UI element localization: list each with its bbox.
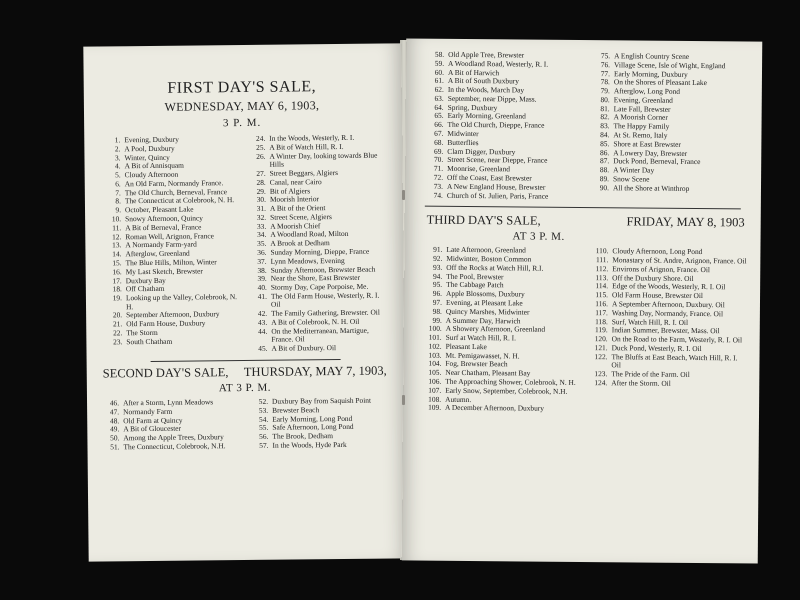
catalog-item-title: Evening, at Pleasant Lake — [445, 297, 523, 308]
catalog-item-number: 118. — [595, 316, 608, 326]
catalog-item-number: 35. — [257, 238, 267, 249]
catalog-item-number: 43. — [257, 317, 268, 327]
catalog-item-title: Snowy Afternoon, Quincy — [125, 213, 203, 224]
catalog-item — [102, 293, 241, 312]
catalog-item-number: 89. — [599, 174, 610, 184]
catalog-item-number: 53. — [258, 405, 269, 415]
catalog-item-title: Old Farm House, Duxbury — [126, 318, 206, 329]
catalog-item-number: 30. — [256, 195, 266, 205]
catalog-item-title: The Happy Family — [613, 121, 670, 132]
catalog-item-title: On the Road to the Farm, Westerly, R. I. Oil — [611, 334, 743, 345]
catalog-item-title: Sunday Morning, Dieppe, France — [270, 246, 370, 257]
catalog-item-number: 25. — [256, 142, 266, 152]
catalog-item-title: Near Chatham, Pleasant Bay — [445, 368, 531, 378]
catalog-item-title: A Moorish Corner — [613, 112, 668, 123]
catalog-item-title: A Brook at Dedham — [270, 238, 330, 248]
catalog-item-title: Cloudy Afternoon — [124, 169, 179, 180]
catalog-item-number: 123. — [594, 369, 608, 379]
catalog-item-number: 79. — [600, 86, 610, 96]
catalog-item-number: 29. — [256, 186, 266, 196]
catalog-item-title: Roman Well, Arignon, France — [125, 230, 214, 241]
catalog-item — [99, 442, 242, 452]
catalog-item-number: 112. — [595, 263, 609, 274]
first-day-columns — [100, 134, 386, 356]
catalog-item-number: 68. — [434, 137, 444, 147]
catalog-item-title: The Connecticut, Colebrook, N.H. — [123, 441, 226, 452]
catalog-item-title: Midwinter, Boston Common — [446, 253, 532, 264]
catalog-item-title: Evening, Greenland — [613, 95, 673, 105]
catalog-item-number: 71. — [433, 163, 444, 173]
catalog-item-number: 33. — [256, 221, 267, 231]
catalog-item-title: An Old Farm, Normandy France. — [124, 178, 224, 189]
staple — [402, 190, 405, 200]
catalog-item-number: 27. — [256, 168, 266, 178]
catalog-item-number: 108. — [428, 394, 442, 404]
catalog-item-number: 90. — [599, 182, 610, 192]
catalog-item-title: Street Scene, near Dieppe, France — [447, 155, 548, 166]
catalog-item-number: 24. — [255, 133, 266, 143]
catalog-item-title: Moorish Interior — [269, 194, 320, 205]
catalog-item-title: Sunday Afternoon, Brewster Beach — [270, 264, 376, 275]
catalog-item-number: 106. — [428, 376, 442, 386]
catalog-item-number: 83. — [600, 121, 610, 131]
catalog-item-title: The Pool, Brewster — [446, 271, 504, 281]
catalog-item-title: Evening, Duxbury — [124, 134, 179, 145]
catalog-item-number: 17. — [112, 275, 122, 285]
catalog-item-number: 64. — [434, 102, 444, 112]
catalog-item-title: The Old Farm House, Westerly, R. I. Oil — [270, 290, 380, 310]
catalog-item-title: Mt. Pemigawasset, N. H. — [445, 350, 520, 361]
catalog-item-number: 116. — [595, 299, 609, 309]
catalog-item-number: 9. — [115, 205, 122, 215]
third-day-time: AT 3 P. M. — [512, 230, 565, 244]
catalog-item-title: Old Farm at Quincy — [123, 415, 183, 425]
catalog-item-number: 76. — [600, 59, 611, 70]
catalog-item-number: 28. — [256, 177, 266, 187]
catalog-item-title: Safe Afternoon, Long Pond — [272, 422, 354, 433]
catalog-item-title: A Woodland Road, Westerly, R. I. — [448, 58, 549, 69]
right-page — [402, 38, 763, 563]
catalog-item-number: 85. — [600, 138, 610, 149]
catalog-item-number: 44. — [258, 326, 268, 336]
catalog-item-number: 60. — [434, 67, 445, 77]
catalog-item-title: A Pool, Duxbury — [124, 143, 175, 154]
catalog-item-number: 74. — [433, 190, 443, 200]
third-day-columns — [421, 246, 748, 416]
catalog-item-title: South Chatham — [126, 336, 173, 347]
catalog-item-title: A English Country Scene — [614, 51, 690, 61]
catalog-item-number: 58. — [434, 49, 445, 59]
catalog-item-number: 39. — [257, 274, 267, 284]
catalog-item-number: 103. — [428, 350, 442, 360]
catalog-item-title: The Old Church, Berneval, France — [124, 186, 228, 197]
catalog-item-title: Cloudy Afternoon, Long Pond — [612, 246, 703, 257]
catalog-item-title: A Lowery Day, Brewster — [613, 147, 688, 158]
first-day-right-column — [245, 134, 386, 354]
catalog-item-title: After a Storm, Lynn Meadows — [122, 397, 214, 408]
catalog-item-number: 65. — [434, 111, 444, 121]
catalog-item-title: A September Afternoon, Duxbury. Oil — [611, 299, 725, 310]
catalog-item-number: 49. — [110, 424, 120, 434]
catalog-item — [102, 337, 241, 347]
catalog-item-title: On the Mediterranean, Martigue, France. Oil — [271, 325, 369, 345]
catalog-item-title: Near the Shore, East Brewster — [270, 273, 361, 284]
catalog-item-title: A Bit of Duxbury. Oil — [271, 343, 337, 353]
catalog-item-title: A Bit of Watch Hill, R. I. — [269, 141, 344, 152]
catalog-item-title: Shore at East Brewster — [613, 139, 681, 149]
third-day-right-column — [587, 247, 748, 415]
catalog-item-title: Stormy Day, Cape Porpoise, Me. — [270, 281, 369, 292]
second-day-right-column — [248, 396, 392, 450]
catalog-item-title: The Approaching Shower, Colebrook, N. H. — [445, 376, 576, 387]
catalog-item-number: 78. — [600, 77, 610, 87]
catalog-item-number: 14. — [112, 249, 122, 259]
third-day-left-column — [421, 246, 582, 414]
catalog-item-number: 10. — [111, 214, 122, 224]
catalog-item-title: Duxbury Bay from Saquish Point — [271, 395, 372, 406]
catalog-item-title: At St. Remo, Italy — [613, 130, 668, 140]
catalog-item-title: Brewster Beach — [272, 404, 320, 415]
catalog-item-number: 55. — [259, 423, 269, 433]
catalog-item-title: Street Scene, Algiers — [270, 211, 332, 222]
catalog-item-number: 105. — [428, 367, 442, 377]
catalog-item-title: Apple Blossoms, Duxbury — [446, 289, 525, 299]
catalog-item-title: Duck Pond, Berneval, France — [613, 156, 701, 167]
catalog-item-title: Surf, Watch Hill, R. I. Oil — [611, 316, 689, 327]
catalog-item-number: 96. — [432, 288, 443, 298]
catalog-item-number: 113. — [595, 272, 609, 282]
catalog-item-number: 19. — [112, 293, 122, 303]
catalog-item-title: In the Woods, Westerly, R. I. — [269, 132, 355, 143]
second-day-time: AT 3 P. M. — [218, 381, 272, 395]
catalog-item-number: 7. — [115, 187, 121, 198]
catalog-item-number: 82. — [600, 112, 610, 122]
catalog-item-title: September, near Dippe, Mass. — [447, 93, 537, 104]
first-day-date: WEDNESDAY, MAY 6, 1903, — [164, 98, 320, 114]
catalog-item-title: The Bluffs at East Beach, Watch Hill, R. I. Oil — [611, 351, 738, 370]
catalog-item-title: A Summer Day, Harwich — [445, 315, 521, 325]
catalog-item-title: Quincy Marshes, Midwinter — [445, 306, 530, 317]
catalog-item — [248, 440, 391, 450]
catalog-item-title: A Bit of Annisquam — [124, 160, 184, 171]
catalog-item-number: 80. — [600, 95, 610, 105]
catalog-item-title: Early Morning, Duxbury — [613, 68, 688, 79]
catalog-item-title: Among the Apple Trees, Duxbury — [123, 432, 224, 443]
catalog-item-number: 51. — [110, 442, 120, 452]
catalog-item-number: 16. — [112, 267, 122, 277]
catalog-item-number: 104. — [428, 359, 442, 369]
catalog-item-title: Clam Digger, Duxbury — [447, 146, 516, 157]
first-day-time: 3 P. M. — [222, 116, 262, 130]
catalog-item-number: 61. — [434, 76, 444, 86]
catalog-item-title: Old Farm House, Brewster Oil — [612, 290, 704, 301]
catalog-item-title: A Bit of Colebrook, N. H. Oil — [271, 316, 360, 327]
catalog-item-number: 15. — [112, 258, 122, 268]
catalog-item-number: 56. — [259, 431, 269, 441]
catalog-item-number: 99. — [432, 315, 442, 325]
catalog-item-title: In the Woods, Hyde Park — [272, 439, 347, 450]
catalog-item-title: Early Morning, Long Pond — [272, 413, 353, 424]
catalog-item-number: 54. — [258, 414, 269, 424]
catalog-item-number: 4. — [114, 161, 121, 171]
catalog-item-title: September Afternoon, Duxbury — [126, 309, 220, 320]
catalog-item-title: A Bit of the Orient — [269, 203, 326, 213]
catalog-item-title: Washing Day, Normandy, France. Oil — [611, 308, 724, 318]
catalog-item-title: Afterglow, Greenland — [125, 248, 190, 259]
catalog-item-number: 26. — [256, 151, 266, 161]
catalog-item-number: 110. — [595, 246, 609, 256]
catalog-item-title: Early Snow, September, Colebrook, N.H. — [445, 385, 568, 396]
catalog-item — [247, 344, 386, 354]
catalog-item-title: Early Morning, Greenland — [447, 111, 526, 121]
catalog-item-title: A Bit of Berneval, France — [125, 222, 202, 233]
catalog-item-title: Church of St. Julien, Paris, France — [446, 190, 549, 201]
third-day-section — [403, 213, 761, 416]
catalog-item-title: Butterflies — [447, 137, 479, 147]
catalog-item-number: 122. — [594, 351, 608, 361]
second-day-continued-left-column — [423, 51, 584, 202]
catalog-item-number: 23. — [113, 337, 123, 347]
catalog-item-title: Off the Coast, East Brewster — [447, 172, 532, 183]
catalog-item-number: 6. — [115, 179, 121, 189]
catalog-item-number: 57. — [259, 440, 269, 450]
catalog-item-number: 67. — [434, 128, 444, 138]
catalog-item-title: The Connecticut at Colebrook, N. H. — [124, 195, 235, 206]
catalog-item-title: The Old Church, Dieppe, France — [447, 120, 545, 130]
third-day-heading — [423, 213, 749, 231]
second-day-continued-columns — [423, 51, 750, 203]
catalog-item-number: 21. — [112, 319, 123, 329]
catalog-item-title: Lynn Meadows, Evening — [270, 255, 345, 266]
section-divider — [150, 359, 341, 362]
catalog-item-title: Snow Scene — [613, 174, 650, 184]
catalog-item-number: 100. — [428, 323, 442, 334]
second-day-continued-right-column — [589, 52, 750, 203]
catalog-item-title: A Showery Afternoon, Greenland — [445, 324, 546, 334]
catalog-item — [421, 404, 581, 414]
catalog-item-title: Spring, Duxbury — [447, 102, 498, 112]
catalog-item-number: 124. — [594, 377, 608, 388]
catalog-item-title: The Brook, Dedham — [272, 431, 333, 441]
catalog-item-number: 66. — [434, 119, 444, 130]
catalog-item-number: 77. — [600, 68, 611, 78]
catalog-item-number: 92. — [433, 253, 443, 263]
second-day-heading — [99, 363, 391, 381]
catalog-item-number: 13. — [112, 240, 122, 250]
catalog-item-number: 111. — [595, 255, 609, 265]
catalog-item-number: 93. — [433, 262, 443, 272]
catalog-item-number: 22. — [113, 328, 123, 338]
catalog-item-number: 69. — [434, 146, 444, 156]
second-day-left-column — [99, 398, 243, 452]
catalog-item-title: The Blue Hills, Milton, Winter — [125, 257, 217, 268]
catalog-item-title: Fog, Brewster Beach — [445, 359, 508, 369]
catalog-item-number: 109. — [428, 403, 442, 413]
catalog-item-title: Off the Rocks at Watch Hill, R.I. — [446, 262, 544, 273]
catalog-item-number: 101. — [428, 332, 442, 342]
catalog-item-title: Off the Duxbury Shore. Oil — [612, 272, 694, 283]
catalog-item-title: Indian Summer, Brewster, Mass. Oil — [611, 325, 720, 336]
catalog-item-number: 12. — [112, 231, 122, 241]
catalog-item-title: All the Shore at Winthrop — [612, 182, 690, 193]
catalog-item-title: Moonrise, Greenland — [447, 163, 511, 174]
catalog-item-title: Street Beggars, Algiers — [269, 167, 339, 178]
second-day-title: SECOND DAY'S SALE, — [102, 365, 229, 381]
catalog-item — [423, 191, 583, 201]
catalog-item-number: 47. — [109, 407, 120, 417]
catalog-item-title: Winter, Quincy — [124, 152, 170, 162]
catalog-item-number: 45. — [258, 343, 268, 354]
second-day-section — [87, 363, 406, 452]
catalog-item-number: 88. — [599, 165, 610, 175]
catalog-item-number: 37. — [257, 256, 267, 266]
catalog-item-number: 2. — [114, 144, 121, 154]
catalog-item — [247, 326, 386, 345]
catalog-item-title: Monastary of St. Andre, Arignon, France. Oil — [612, 255, 747, 266]
catalog-item-number: 114. — [595, 281, 609, 291]
catalog-item-title: On the Shores of Pleasant Lake — [613, 77, 707, 88]
catalog-item-number: 8. — [115, 196, 121, 206]
catalog-item-number: 87. — [599, 156, 610, 166]
catalog-item-title: A Bit of Harwich — [447, 67, 500, 77]
catalog-item-title: Normandy Farm — [123, 406, 173, 417]
catalog-item-title: Edge of the Woods, Westerly, R. I. Oil — [612, 281, 726, 292]
catalog-item-number: 117. — [595, 307, 608, 317]
catalog-item-number: 3. — [114, 152, 121, 162]
catalog-item — [245, 151, 384, 170]
catalog-item-number: 81. — [600, 103, 610, 113]
catalog-item-number: 94. — [432, 271, 443, 281]
catalog-item-number: 97. — [432, 297, 443, 307]
catalog-item-number: 46. — [109, 398, 120, 408]
catalog-item-title: A New England House, Brewster — [446, 181, 546, 192]
catalog-item-title: Canal, near Cairo — [269, 176, 322, 187]
catalog-item-title: A Bit of South Duxbury — [447, 76, 520, 86]
section-divider — [425, 206, 741, 210]
catalog-item-number: 40. — [257, 282, 267, 292]
catalog-item-number: 84. — [600, 130, 610, 140]
first-day-section — [83, 43, 404, 355]
catalog-item-title: A Normandy Farm-yard — [125, 239, 197, 250]
catalog-item-title: Midwinter — [447, 128, 479, 139]
catalog-item-number: 5. — [115, 170, 121, 180]
catalog-item-title: Duxbury Bay — [125, 275, 166, 285]
catalog-item-number: 121. — [594, 342, 608, 353]
catalog-item-title: After the Storm. Oil — [611, 378, 671, 388]
catalog-item-number: 107. — [428, 385, 442, 395]
catalog-item-title: In the Woods, March Day — [447, 84, 525, 95]
catalog-item-title: A Woodland Road, Milton — [270, 229, 349, 240]
second-day-continued-section — [405, 38, 762, 202]
second-day-date: THURSDAY, MAY 7, 1903, — [243, 363, 387, 379]
catalog-item-title: Village Scene, Isle of Wight, England — [614, 60, 726, 71]
catalog-item-title: The Cabbage Patch — [446, 280, 504, 290]
catalog-item-number: 34. — [256, 230, 267, 240]
catalog-item-number: 18. — [112, 284, 122, 294]
catalog-item-number: 73. — [433, 181, 444, 191]
catalog-item-number: 50. — [110, 433, 120, 443]
third-day-date: FRIDAY, MAY 8, 1903 — [626, 214, 745, 230]
catalog-item-number: 42. — [257, 309, 268, 319]
catalog-item-number: 52. — [258, 396, 269, 406]
first-day-title: FIRST DAY'S SALE, — [167, 78, 317, 97]
catalog-item-title: The Pride of the Farm. Oil — [611, 369, 690, 379]
catalog-item-number: 62. — [434, 84, 444, 94]
catalog-item-number: 86. — [600, 147, 610, 157]
catalog-item-title: Late Fall, Brewster — [613, 103, 671, 114]
catalog-item-title: Duck Pond, Westerly, R. I. Oil — [611, 343, 702, 353]
catalog-item-title: Autumn. — [445, 394, 472, 404]
catalog-item-number: 20. — [112, 310, 123, 320]
catalog-item-number: 120. — [594, 334, 608, 344]
catalog-item-number: 72. — [433, 172, 444, 182]
catalog-item-number: 115. — [595, 290, 609, 300]
catalog-item-title: Bit of Algiers — [269, 185, 311, 196]
catalog-item-title: A Winter Day, looking towards Blue Hills — [269, 150, 378, 169]
catalog-item-title: Environs of Arignon, France. Oil — [612, 264, 711, 274]
catalog-item — [589, 184, 749, 194]
catalog-item-number: 36. — [257, 247, 267, 257]
catalog-item-title: My Last Sketch, Brewster — [125, 266, 203, 276]
catalog-item-number: 75. — [600, 51, 611, 61]
catalog-item-number: 91. — [433, 244, 443, 255]
catalog-item-number: 41. — [257, 291, 267, 301]
catalog-item-number: 11. — [112, 223, 122, 233]
catalog-item-number: 119. — [595, 325, 608, 335]
second-day-columns — [99, 396, 392, 452]
catalog-item-title: Off Chatham — [125, 284, 165, 294]
catalog-item-number: 38. — [257, 265, 267, 275]
catalog-item-number: 59. — [434, 58, 445, 68]
catalog-item-title: A December Afternoon, Duxbury — [445, 403, 545, 414]
catalog-item-title: Afterglow, Long Pond — [613, 86, 680, 96]
third-day-title: THIRD DAY'S SALE, — [426, 212, 541, 228]
catalog-item-title: Looking up the Valley, Colebrook, N. H. — [125, 292, 238, 311]
staple — [402, 395, 405, 405]
catalog-item-title: The Storm — [126, 327, 158, 338]
catalog-item-number: 98. — [432, 306, 442, 316]
catalog-item-title: The Family Gathering, Brewster. Oil — [271, 307, 380, 318]
catalog-item-title: Late Afternoon, Greenland — [446, 245, 526, 255]
first-day-left-column — [100, 135, 241, 355]
catalog-item-number: 32. — [256, 212, 267, 222]
catalog-item-number: 70. — [433, 155, 444, 165]
catalog-item-number: 95. — [432, 280, 443, 290]
catalog-item — [587, 379, 747, 389]
catalog-item-title: Pleasant Lake — [445, 341, 487, 352]
catalog-item-title: A Moorish Chief — [270, 220, 321, 231]
catalog-item-title: Old Apple Tree, Brewster — [448, 49, 525, 60]
catalog-item-number: 1. — [114, 135, 121, 145]
catalog-item-number: 102. — [428, 341, 442, 351]
catalog-item-number: 48. — [109, 415, 120, 425]
catalog-item-number: 63. — [434, 93, 444, 103]
left-page — [83, 43, 406, 561]
catalog-item-title: A Bit of Gloucester — [123, 423, 182, 434]
catalog-item-title: Surf at Watch Hill, R. I. — [445, 332, 517, 343]
catalog-item-title: A Winter Day — [613, 165, 655, 175]
catalog-item-title: October, Pleasant Lake — [124, 204, 194, 215]
catalog-item-number: 31. — [256, 203, 267, 213]
